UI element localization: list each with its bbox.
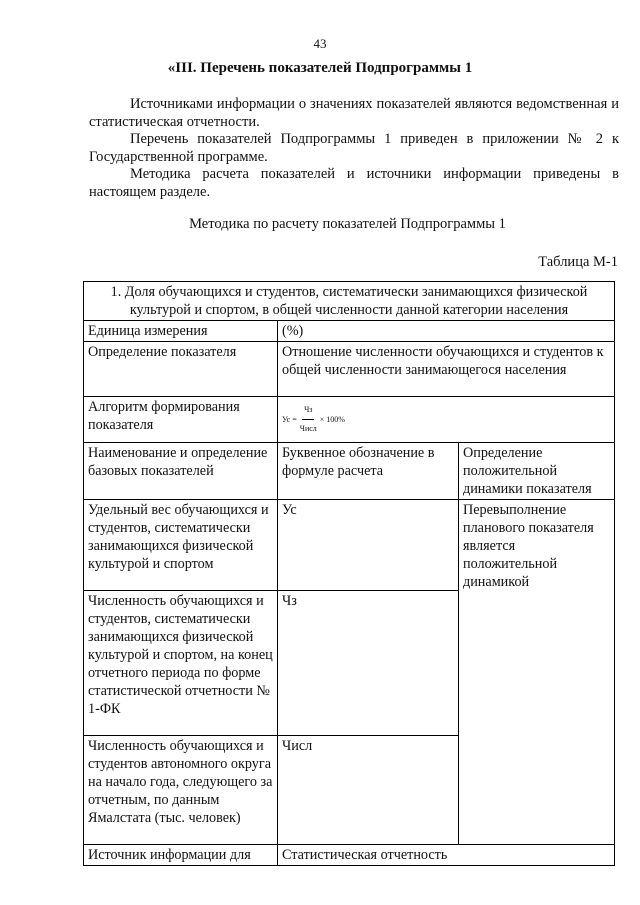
- base-row-name: Численность обучающихся и студентов, систематически занимающихся физической культурой и спортом, на конец отчетного периода по форме статистической отчетности № 1-ФК: [84, 591, 278, 736]
- methodology-subtitle: Методика по расчету показателей Подпрограммы 1: [189, 216, 506, 232]
- definition-value-cell: Отношение численности обучающихся и студентов к общей численности занимающегося населения: [278, 342, 615, 397]
- formula-numerator: Чз: [302, 401, 314, 420]
- table-row: [84, 500, 615, 591]
- base-row-name: Удельный вес обучающихся и студентов, систематически занимающихся физической культурой и спортом: [84, 500, 278, 591]
- formula-rhs: × 100%: [319, 414, 345, 424]
- page-number: 43: [313, 36, 327, 51]
- base-row-name: Численность обучающихся и студентов автономного округа на начало года, следующего за отчетным, по данным Ямалстата (тыс. человек): [84, 736, 278, 845]
- dynamics-value-cell: Перевыполнение планового показателя является положительной динамикой: [459, 500, 615, 845]
- base-row-symbol: Числ: [278, 736, 459, 845]
- section-title: «III. Перечень показателей Подпрограммы 1: [167, 60, 473, 76]
- base-row-symbol: Чз: [278, 591, 459, 736]
- table-label: Таблица М-1: [538, 254, 618, 270]
- algorithm-label-cell: Алгоритм формирования показателя: [84, 397, 278, 443]
- table-row: [84, 321, 615, 342]
- formula: [282, 398, 345, 441]
- indicator-title-cell: 1. Доля обучающихся и студентов, систематически занимающихся физической культурой и спортом, в общей численности данной категории населения: [84, 282, 615, 321]
- indicator-table: [83, 281, 615, 866]
- paragraph-methodology: Методика расчета показателей и источники информации приведены в настоящем разделе.: [89, 166, 619, 200]
- unit-value-cell: (%): [278, 321, 615, 342]
- base-header-dynamics: Определение положительной динамики показателя: [459, 443, 615, 500]
- base-header-symbol: Буквенное обозначение в формуле расчета: [278, 443, 459, 500]
- table-row: [84, 443, 615, 500]
- paragraph-list-reference: Перечень показателей Подпрограммы 1 приведен в приложении № 2 к Государственной программе.: [89, 131, 619, 165]
- paragraph-sources: Источниками информации о значениях показателей являются ведомственная и статистическая отчетности.: [89, 96, 619, 130]
- definition-label-cell: Определение показателя: [84, 342, 278, 397]
- source-label-cell: Источник информации для: [84, 845, 278, 866]
- base-row-symbol: Ус: [278, 500, 459, 591]
- formula-denominator: Числ: [299, 424, 317, 433]
- table-row: [84, 282, 615, 321]
- table-row: [84, 342, 615, 397]
- source-value-cell: Статистическая отчетность: [278, 845, 615, 866]
- unit-label-cell: Единица измерения: [84, 321, 278, 342]
- table-row: [84, 845, 615, 866]
- formula-cell: [278, 397, 615, 443]
- formula-lhs: Ус =: [282, 414, 297, 424]
- table-row: [84, 397, 615, 443]
- base-header-name: Наименование и определение базовых показателей: [84, 443, 278, 500]
- formula-fraction: [300, 401, 317, 438]
